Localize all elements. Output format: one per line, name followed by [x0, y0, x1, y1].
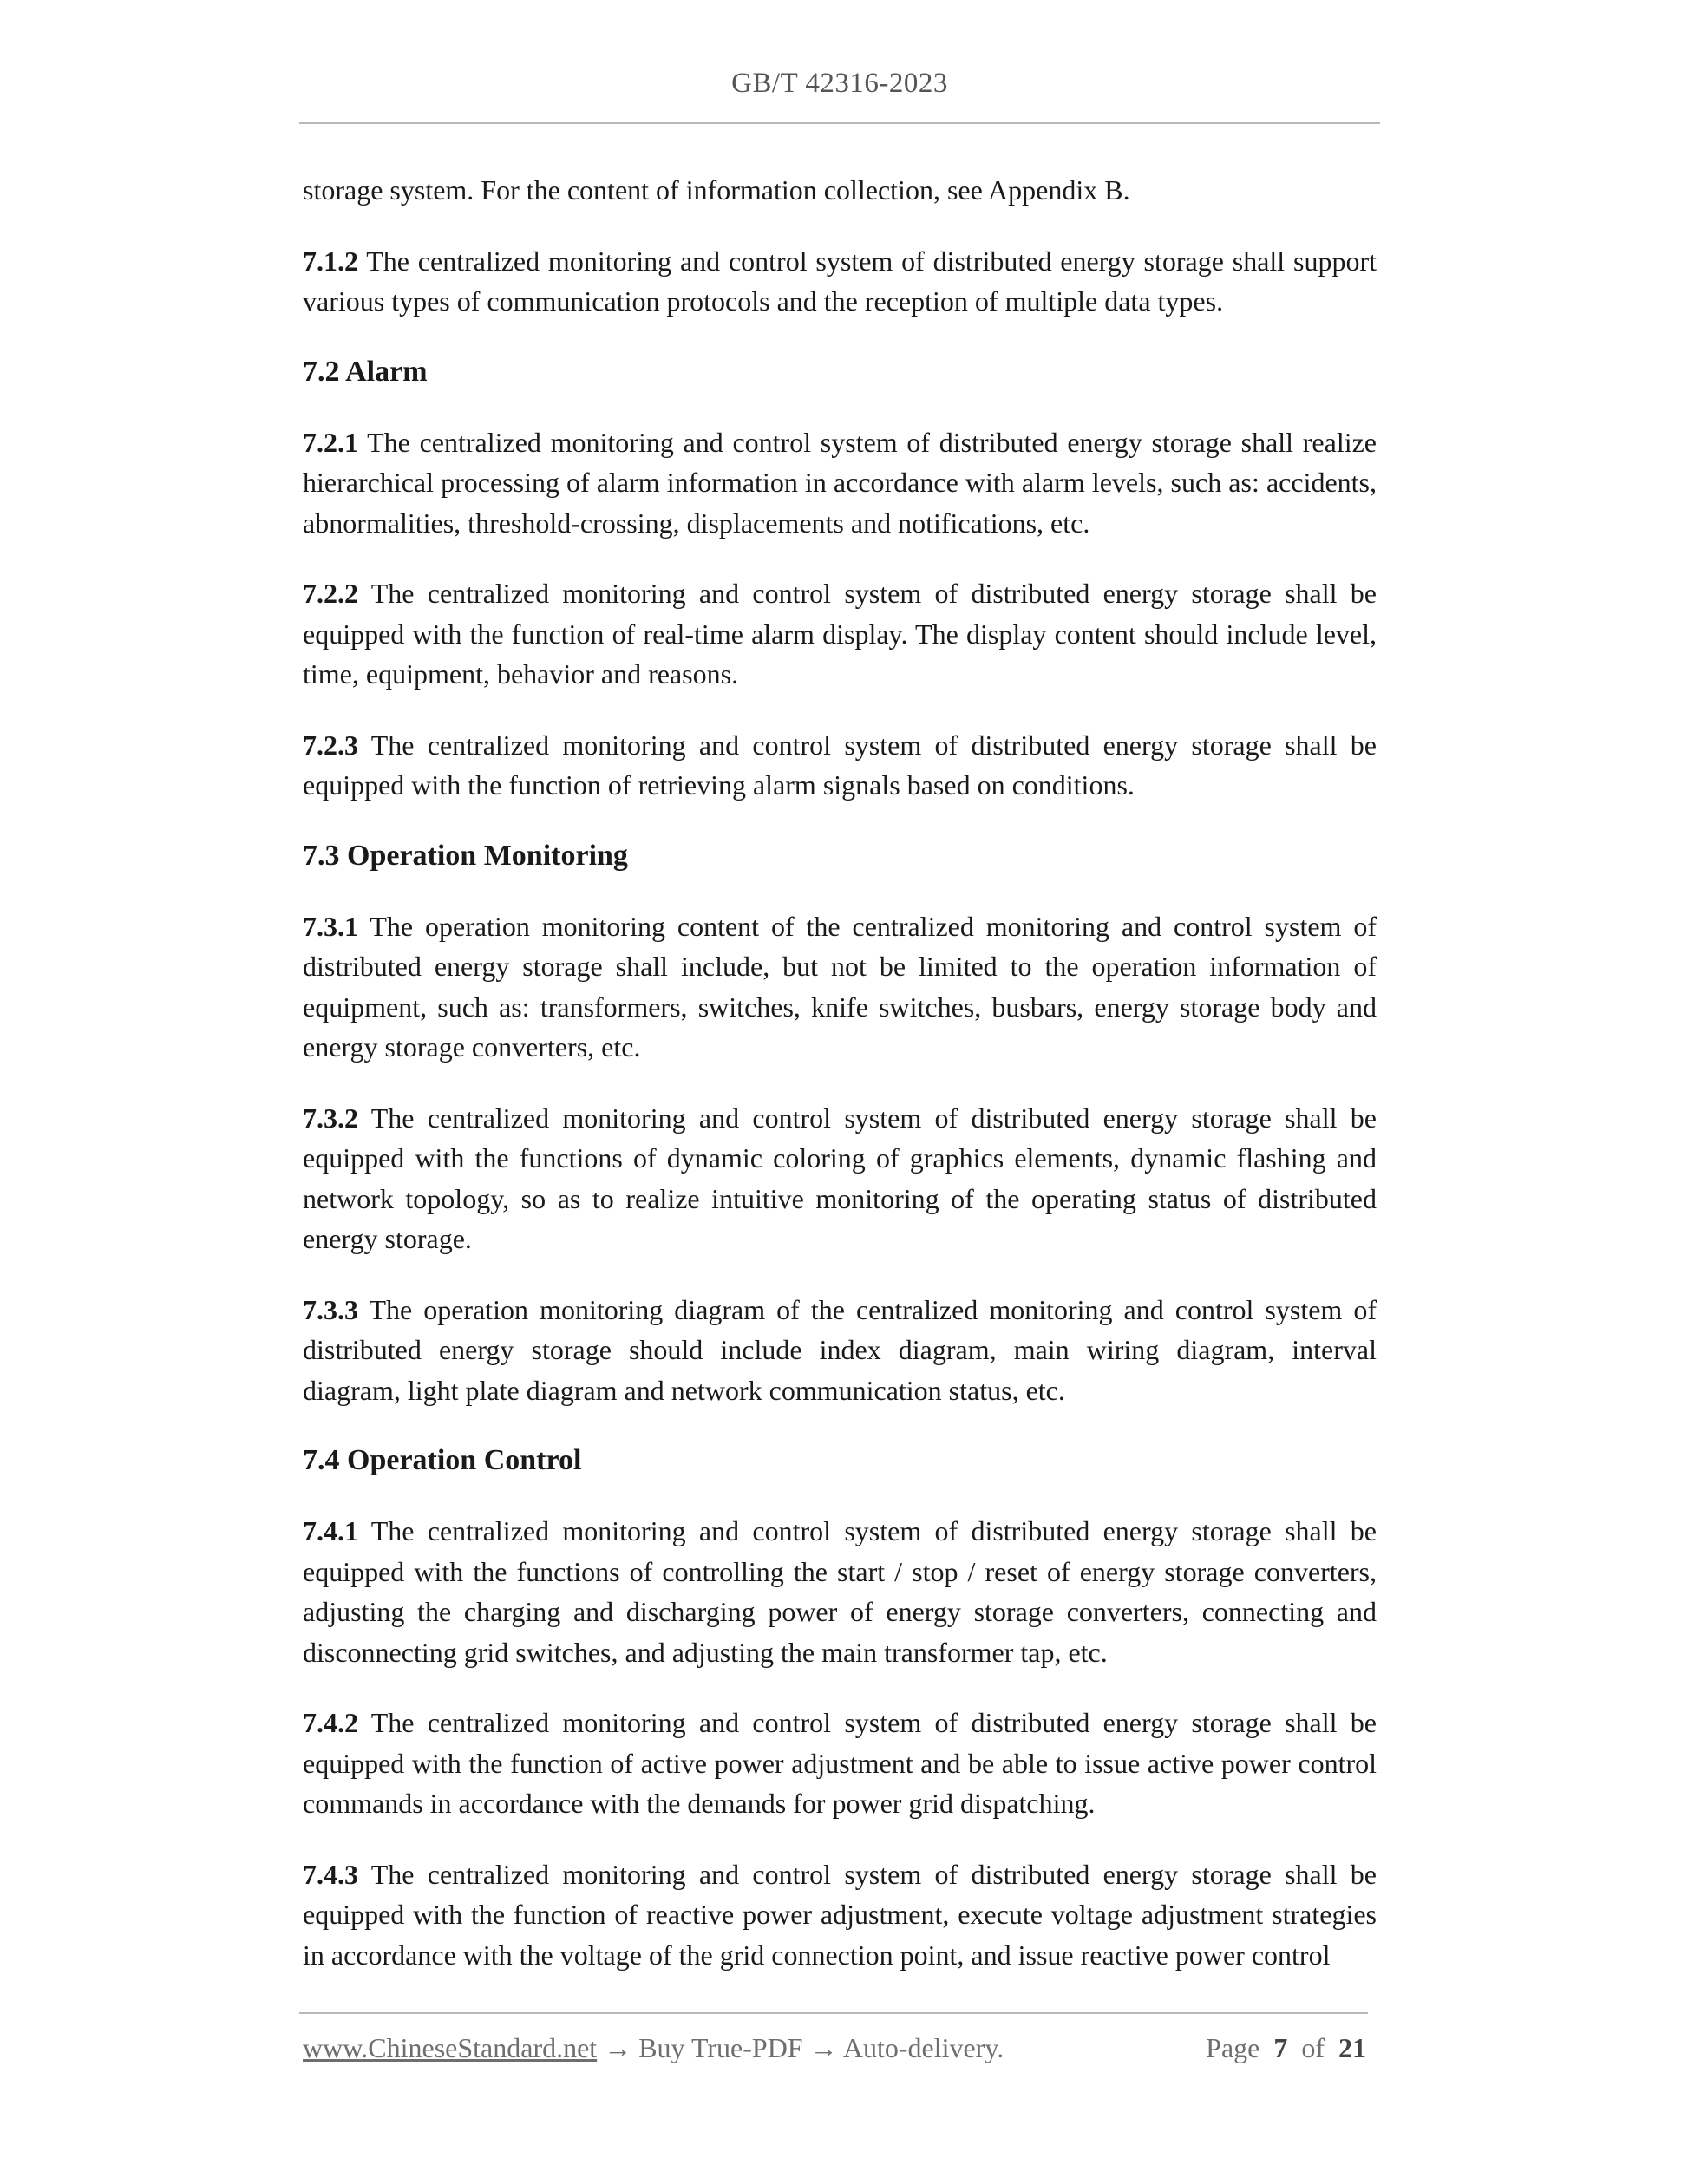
clause-7-3-1 — [303, 906, 1377, 1068]
clause-7-4-1 — [303, 1511, 1377, 1672]
page-indicator — [1206, 2032, 1366, 2064]
clause-7-4-2 — [303, 1703, 1377, 1824]
paragraph-text: storage system. For the content of information collection, see Appendix B. — [303, 174, 1130, 206]
page-word: Page — [1206, 2032, 1260, 2063]
paragraph-continuation — [303, 170, 1377, 211]
website-link[interactable]: www.ChineseStandard.net — [303, 2032, 598, 2063]
of-word: of — [1301, 2032, 1325, 2063]
clause-text: The centralized monitoring and control system of distributed energy storage shall be equipped with the functions of controlling the start / stop / reset of energy storage converters, adjusting the charging and discharging power of energy storage converters, connecting and disconnecting grid switches, and adjusting the main transformer tap, etc. — [303, 1515, 1377, 1668]
clause-text: The centralized monitoring and control system of distributed energy storage shall be equipped with the function of reactive power adjustment, execute voltage adjustment strategies in accordance with the voltage of the grid connection point, and issue reactive power control — [303, 1858, 1377, 1971]
clause-7-2-2 — [303, 573, 1377, 695]
footer-divider — [299, 2012, 1368, 2014]
total-pages-number: 21 — [1338, 2032, 1366, 2063]
clause-text: The centralized monitoring and control system of distributed energy storage shall be equipped with the function of active power adjustment and be able to issue active power control commands in accordance with the demands for power grid dispatching. — [303, 1707, 1377, 1819]
clause-text: The operation monitoring content of the centralized monitoring and control system of distributed energy storage shall include, but not be limited to the operation information of equipment, such as: transformers, switches, knife switches, busbars, energy storage body and energy storage converters, etc. — [303, 910, 1377, 1063]
clause-text: The centralized monitoring and control system of distributed energy storage shall realize hierarchical processing of alarm information in accordance with alarm levels, such as: accidents, abnormalities, threshold-crossing, displacements and notifications, etc. — [303, 426, 1377, 539]
document-body — [303, 170, 1377, 2005]
clause-7-3-3 — [303, 1290, 1377, 1411]
clause-number: 7.2.1 — [303, 426, 358, 458]
clause-text: The centralized monitoring and control system of distributed energy storage shall be equipped with the function of retrieving alarm signals based on conditions. — [303, 729, 1377, 801]
clause-number: 7.3.1 — [303, 910, 358, 942]
clause-number: 7.2.2 — [303, 578, 358, 609]
clause-number: 7.4.2 — [303, 1707, 358, 1738]
clause-7-3-2 — [303, 1098, 1377, 1259]
promo-text: → Buy True-PDF → Auto-delivery. — [597, 2032, 1004, 2063]
clause-7-2-1 — [303, 422, 1377, 544]
footer-promo — [303, 2032, 1004, 2064]
clause-7-1-2 — [303, 241, 1377, 322]
clause-text: The centralized monitoring and control system of distributed energy storage shall be equipped with the function of real-time alarm display. The display content should include level, time, equipment, behavior and reasons. — [303, 578, 1377, 690]
clause-text: The centralized monitoring and control system of distributed energy storage shall support various types of communication protocols and the reception of multiple data types. — [303, 245, 1377, 317]
header-divider — [299, 122, 1380, 124]
clause-number: 7.4.3 — [303, 1858, 358, 1890]
clause-text: The centralized monitoring and control system of distributed energy storage shall be equipped with the functions of dynamic coloring of graphics elements, dynamic flashing and network topology, so as to realize intuitive monitoring of the operating status of distributed energy storage. — [303, 1102, 1377, 1254]
clause-number: 7.4.1 — [303, 1515, 358, 1546]
standard-code-header: GB/T 42316-2023 — [731, 68, 948, 99]
clause-number: 7.2.3 — [303, 729, 358, 761]
section-heading-7-3: 7.3 Operation Monitoring — [303, 839, 628, 872]
clause-number: 7.3.2 — [303, 1102, 358, 1134]
clause-number: 7.3.3 — [303, 1293, 358, 1325]
clause-7-4-3 — [303, 1854, 1377, 1976]
clause-number: 7.1.2 — [303, 245, 358, 277]
current-page-number: 7 — [1273, 2032, 1288, 2063]
clause-7-2-3 — [303, 725, 1377, 806]
section-heading-7-2: 7.2 Alarm — [303, 355, 428, 388]
section-heading-7-4: 7.4 Operation Control — [303, 1444, 582, 1476]
clause-text: The operation monitoring diagram of the centralized monitoring and control system of distributed energy storage should include index diagram, main wiring diagram, interval diagram, light plate diagram and network communication status, etc. — [303, 1293, 1377, 1406]
